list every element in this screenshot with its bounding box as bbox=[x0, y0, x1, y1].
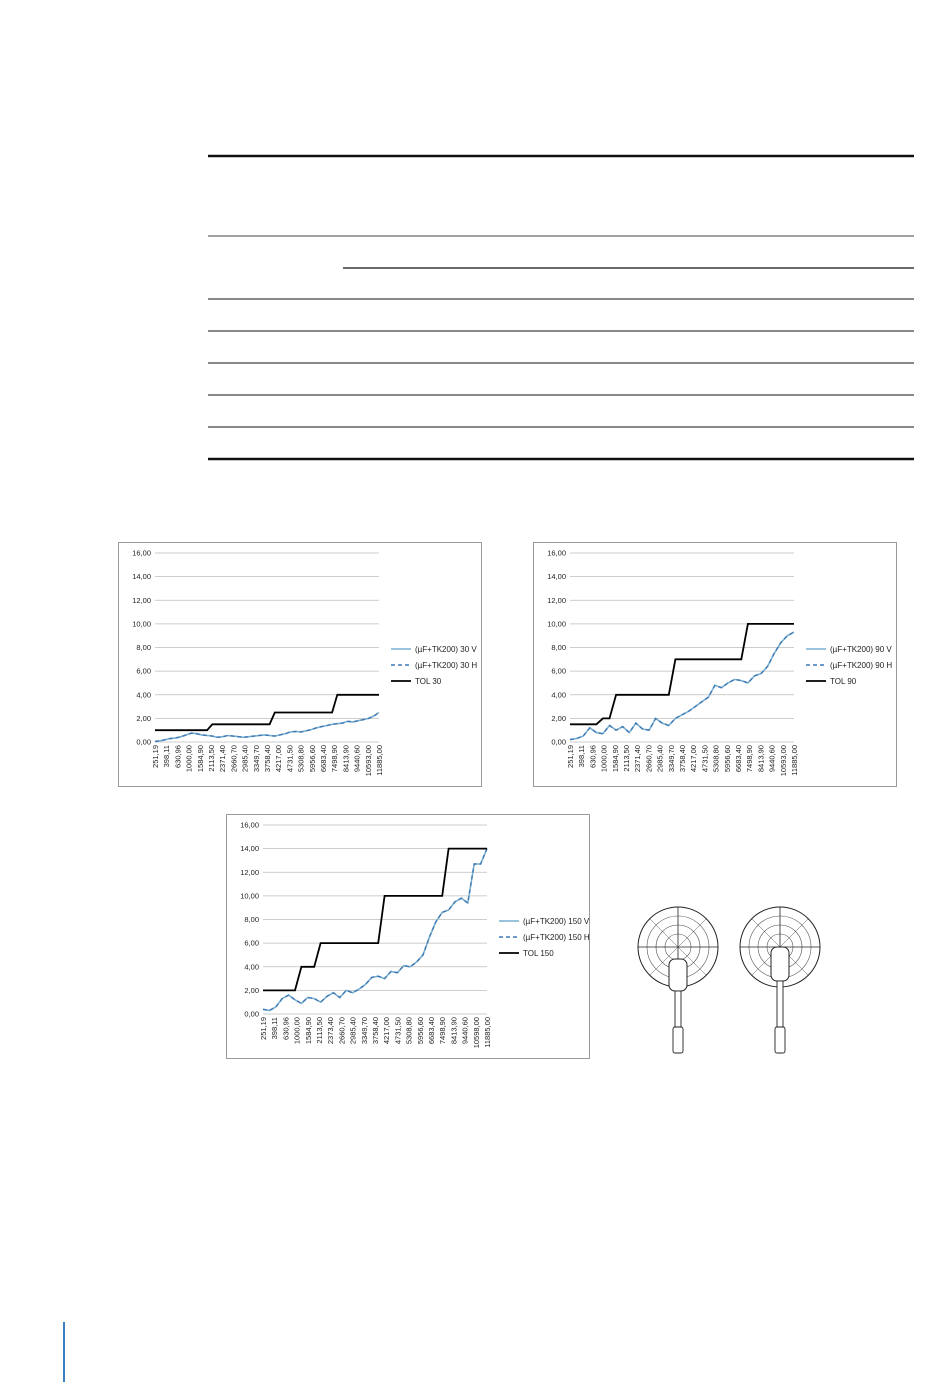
x-tick-label: 4731,50 bbox=[393, 1017, 403, 1045]
y-tick-label: 2,00 bbox=[136, 713, 151, 723]
y-tick-label: 16,00 bbox=[547, 548, 566, 558]
chart-plot bbox=[534, 543, 898, 788]
y-tick-label: 10,00 bbox=[132, 619, 151, 629]
x-tick-label: 3758,40 bbox=[371, 1017, 380, 1045]
x-tick-label: 1000,00 bbox=[599, 745, 609, 773]
x-tick-label: 630,96 bbox=[173, 745, 183, 768]
x-tick-label: 5308,80 bbox=[404, 1017, 414, 1045]
x-tick-label: 11885,00 bbox=[375, 745, 384, 776]
legend-entry: TOL 150 bbox=[523, 949, 554, 958]
x-tick-label: 7498,90 bbox=[745, 745, 755, 773]
x-tick-label: 251,19 bbox=[259, 1017, 268, 1040]
x-tick-label: 2985,40 bbox=[240, 745, 250, 773]
x-tick-label: 1000,00 bbox=[292, 1017, 302, 1045]
x-tick-label: 7498,90 bbox=[438, 1017, 448, 1045]
y-tick-label: 0,00 bbox=[551, 737, 566, 747]
x-tick-label: 7498,90 bbox=[330, 745, 340, 773]
legend-entry: TOL 90 bbox=[830, 677, 857, 686]
x-tick-label: 4731,50 bbox=[285, 745, 295, 773]
x-tick-label: 2985,40 bbox=[655, 745, 665, 773]
data-table bbox=[0, 0, 950, 480]
y-tick-label: 12,00 bbox=[132, 595, 151, 605]
x-tick-label: 630,96 bbox=[281, 1017, 291, 1040]
y-tick-label: 2,00 bbox=[551, 713, 566, 723]
x-tick-label: 398,11 bbox=[162, 745, 172, 768]
series-line bbox=[155, 713, 379, 742]
y-tick-label: 6,00 bbox=[551, 666, 566, 676]
y-tick-label: 2,00 bbox=[244, 985, 259, 995]
x-tick-label: 10593,00 bbox=[778, 745, 788, 777]
x-tick-label: 11885,00 bbox=[483, 1017, 492, 1048]
x-tick-label: 6683,40 bbox=[319, 745, 328, 773]
y-tick-label: 8,00 bbox=[136, 643, 151, 652]
microphone-polar-pattern-icon bbox=[740, 907, 820, 1053]
x-tick-label: 2371,40 bbox=[218, 745, 228, 773]
microphone-polar-pattern-icon bbox=[638, 907, 718, 1053]
series-line bbox=[155, 713, 379, 742]
x-tick-label: 10598,00 bbox=[471, 1017, 481, 1049]
legend-entry: (µF+TK200) 90 H bbox=[830, 661, 893, 670]
x-tick-label: 9440,60 bbox=[352, 745, 362, 773]
y-tick-label: 4,00 bbox=[136, 690, 151, 700]
x-tick-label: 2660,70 bbox=[229, 745, 239, 773]
x-tick-label: 4217,00 bbox=[382, 1017, 392, 1045]
chart-tol-150 bbox=[226, 814, 590, 1059]
x-tick-label: 8413,90 bbox=[756, 745, 766, 773]
x-tick-label: 2985,40 bbox=[348, 1017, 358, 1045]
x-tick-label: 5956,60 bbox=[307, 745, 317, 773]
x-tick-label: 10593,00 bbox=[363, 745, 373, 777]
legend-entry: (µF+TK200) 30 H bbox=[415, 661, 478, 670]
y-tick-label: 10,00 bbox=[547, 619, 566, 629]
x-tick-label: 630,96 bbox=[588, 745, 598, 768]
x-tick-label: 11885,00 bbox=[790, 745, 799, 776]
x-tick-label: 2660,70 bbox=[644, 745, 654, 773]
chart-tol-90 bbox=[533, 542, 897, 787]
y-tick-label: 6,00 bbox=[136, 666, 151, 676]
x-tick-label: 6683,40 bbox=[734, 745, 743, 773]
x-tick-label: 5956,60 bbox=[722, 745, 732, 773]
x-tick-label: 1584,90 bbox=[195, 745, 205, 773]
x-tick-label: 3349,70 bbox=[251, 745, 261, 773]
legend-entry: (µF+TK200) 150 V bbox=[523, 917, 590, 926]
x-tick-label: 3758,40 bbox=[263, 745, 272, 773]
y-tick-label: 14,00 bbox=[547, 572, 566, 582]
x-tick-label: 251,19 bbox=[566, 745, 575, 768]
x-tick-label: 5308,80 bbox=[711, 745, 721, 773]
x-tick-label: 3349,70 bbox=[666, 745, 676, 773]
x-tick-label: 8413,90 bbox=[449, 1017, 459, 1045]
y-tick-label: 0,00 bbox=[244, 1009, 259, 1019]
y-tick-label: 0,00 bbox=[136, 737, 151, 747]
legend-entry: (µF+TK200) 150 H bbox=[523, 933, 590, 942]
x-tick-label: 3349,70 bbox=[359, 1017, 369, 1045]
x-tick-label: 2371,40 bbox=[633, 745, 643, 773]
x-tick-label: 1584,90 bbox=[303, 1017, 313, 1045]
x-tick-label: 398,11 bbox=[270, 1017, 280, 1040]
y-tick-label: 12,00 bbox=[240, 867, 259, 877]
x-tick-label: 6683,40 bbox=[427, 1017, 436, 1045]
x-tick-label: 2113,50 bbox=[315, 1017, 324, 1044]
legend-entry: (µF+TK200) 90 V bbox=[830, 645, 892, 654]
y-tick-label: 10,00 bbox=[240, 891, 259, 901]
x-tick-label: 398,11 bbox=[577, 745, 587, 768]
series-line bbox=[570, 632, 794, 740]
x-tick-label: 2113,50 bbox=[622, 745, 631, 772]
x-tick-label: 5308,80 bbox=[296, 745, 306, 773]
legend-entry: TOL 30 bbox=[415, 677, 442, 686]
x-tick-label: 251,19 bbox=[151, 745, 160, 768]
y-tick-label: 4,00 bbox=[551, 690, 566, 700]
x-tick-label: 9440,60 bbox=[460, 1017, 470, 1045]
x-tick-label: 4731,50 bbox=[700, 745, 710, 773]
x-tick-label: 9440,60 bbox=[767, 745, 777, 773]
x-tick-label: 2660,70 bbox=[337, 1017, 347, 1045]
chart-plot bbox=[227, 815, 591, 1060]
y-tick-label: 14,00 bbox=[132, 572, 151, 582]
x-tick-label: 2373,40 bbox=[326, 1017, 336, 1045]
chart-tol-30 bbox=[118, 542, 482, 787]
legend-entry: (µF+TK200) 30 V bbox=[415, 645, 477, 654]
y-tick-label: 16,00 bbox=[132, 548, 151, 558]
series-line bbox=[155, 695, 379, 730]
x-tick-label: 1000,00 bbox=[184, 745, 194, 773]
margin-accent-line bbox=[63, 1322, 65, 1382]
x-tick-label: 1584,90 bbox=[610, 745, 620, 773]
y-tick-label: 6,00 bbox=[244, 938, 259, 948]
y-tick-label: 16,00 bbox=[240, 820, 259, 830]
x-tick-label: 5956,60 bbox=[415, 1017, 425, 1045]
series-line bbox=[570, 632, 794, 740]
y-tick-label: 8,00 bbox=[551, 643, 566, 652]
y-tick-label: 12,00 bbox=[547, 595, 566, 605]
x-tick-label: 2113,50 bbox=[207, 745, 216, 772]
x-tick-label: 4217,00 bbox=[274, 745, 284, 773]
y-tick-label: 14,00 bbox=[240, 844, 259, 854]
x-tick-label: 4217,00 bbox=[689, 745, 699, 773]
chart-plot bbox=[119, 543, 483, 788]
y-tick-label: 4,00 bbox=[244, 962, 259, 972]
y-tick-label: 8,00 bbox=[244, 915, 259, 924]
microphone-diagrams bbox=[628, 905, 828, 1075]
x-tick-label: 3758,40 bbox=[678, 745, 687, 773]
x-tick-label: 8413,90 bbox=[341, 745, 351, 773]
